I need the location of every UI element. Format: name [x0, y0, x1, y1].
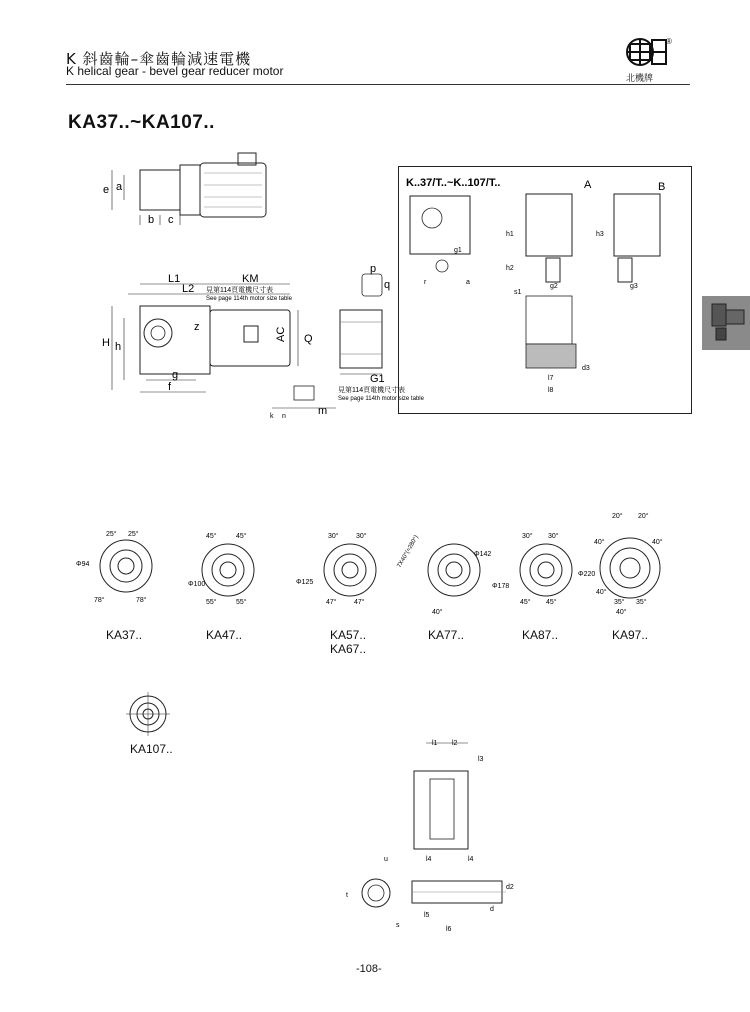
dim-label-h1: h1: [506, 231, 514, 238]
ka47-angle-4: 55°: [236, 599, 247, 606]
side-motor-note-en: See page 114th motor size table: [338, 396, 424, 402]
flange-row: [70, 508, 690, 618]
dim-label-L1: L1: [168, 273, 181, 285]
side-motor-note-cn: 見第114頁電機尺寸表: [338, 387, 406, 394]
dim-label-l7: l7: [548, 375, 554, 382]
ka97-angle-3: 40°: [594, 539, 605, 546]
dim-label-p: p: [370, 263, 377, 275]
dim-label-s1: s1: [514, 289, 522, 296]
dim-label-m: m: [318, 405, 328, 417]
logo-brand-text: 北機牌: [626, 74, 654, 84]
flange-ka47: [188, 532, 254, 606]
dim-label-l4-right: l4: [468, 856, 474, 863]
side-view-drawing: [326, 262, 424, 406]
flange-ka107: [126, 692, 170, 736]
ka97-angle-8: 40°: [616, 609, 627, 616]
flange-ka37: [76, 530, 152, 604]
dim-label-e: e: [103, 184, 110, 196]
ka57-angle-3: 47°: [326, 599, 337, 606]
ka87-angle-4: 45°: [546, 599, 557, 606]
ka97-angle-7: 35°: [636, 599, 647, 606]
flange-name-ka37: KA37..: [106, 628, 143, 642]
dim-label-z: z: [194, 321, 200, 333]
dim-label-t: t: [346, 892, 348, 899]
ka47-angle-3: 55°: [206, 599, 217, 606]
dim-label-l6: l6: [446, 926, 452, 933]
ka57-angle-1: 30°: [328, 533, 339, 540]
flange-name-ka67: KA67..: [330, 642, 367, 656]
ka47-angle-2: 45°: [236, 533, 247, 540]
dim-label-Q: Q: [304, 333, 313, 345]
ka57-angle-2: 30°: [356, 533, 367, 540]
page-number: -108-: [356, 963, 382, 975]
ka97-angle-2: 20°: [638, 513, 649, 520]
dim-label-n: n: [282, 413, 286, 420]
ka97-angle-4: 40°: [652, 539, 663, 546]
dim-label-g: g: [172, 369, 179, 381]
ka77-angle-2: 40°: [432, 609, 443, 616]
dim-label-l4-left: l4: [426, 856, 432, 863]
dim-label-c: c: [168, 214, 174, 226]
model-range-title: KA37..~KA107..: [68, 112, 215, 133]
flange-ka77: [397, 535, 492, 616]
dim-label-h2: h2: [506, 265, 514, 272]
hollow-shaft-drawing: [336, 735, 526, 935]
dim-label-r: r: [424, 279, 427, 286]
dim-label-h: h: [115, 341, 122, 353]
dim-label-h3: h3: [596, 231, 604, 238]
ka37-angle-1: 25°: [106, 531, 117, 538]
dim-label-g3: g3: [630, 283, 638, 290]
dim-label-l2-shaft: l2: [452, 740, 458, 747]
dim-label-d2: d2: [506, 884, 514, 891]
ka37-angle-4: 78°: [136, 597, 147, 604]
dim-label-b: b: [148, 214, 155, 226]
ka37-diameter: Φ94: [76, 561, 90, 568]
section-thumbnail-tab[interactable]: [702, 296, 750, 350]
flange-ka57: [296, 532, 376, 606]
ka77-diameter: Φ142: [474, 551, 492, 558]
dim-label-l8: l8: [548, 387, 554, 394]
dim-label-l1-shaft: l1: [432, 740, 438, 747]
dim-label-q: q: [384, 279, 391, 291]
dim-label-a: a: [116, 181, 123, 193]
ka97-angle-1: 20°: [612, 513, 623, 520]
ka47-angle-1: 45°: [206, 533, 217, 540]
flange-ka97: [578, 512, 663, 616]
ka97-diameter: Φ220: [578, 571, 596, 578]
logo-registered-mark: ®: [666, 37, 672, 46]
dim-label-l5: l5: [424, 912, 430, 919]
flange-name-ka77: KA77..: [428, 628, 465, 642]
header-title-en: K helical gear - bevel gear reducer motor: [66, 64, 284, 78]
ka37-angle-3: 78°: [94, 597, 105, 604]
dim-label-KM: KM: [242, 273, 259, 285]
dim-label-L2: L2: [182, 283, 195, 295]
ka87-angle-3: 45°: [520, 599, 531, 606]
dim-label-s: s: [396, 922, 400, 929]
dim-label-AC: AC: [275, 326, 287, 342]
ka87-angle-1: 30°: [522, 533, 533, 540]
ka97-angle-6: 35°: [614, 599, 625, 606]
dim-label-f: f: [168, 381, 172, 393]
ka77-angle-1: 7X40°(=280°): [396, 534, 420, 569]
ka37-angle-2: 25°: [128, 531, 139, 538]
dim-label-d: d: [490, 906, 494, 913]
ka57-angle-4: 47°: [354, 599, 365, 606]
header-title-cn: K 斜齒輪–傘齒輪減速電機: [66, 50, 252, 68]
dim-label-l3-shaft: l3: [478, 756, 484, 763]
dim-label-g1: g1: [454, 247, 462, 254]
ka87-diameter: Φ178: [492, 583, 510, 590]
header-rule: [66, 84, 690, 85]
motor-size-note-cn: 見第114頁電機尺寸表: [206, 287, 274, 294]
motor-size-note-en: See page 114th motor size table: [206, 296, 292, 302]
panel-title: K..37/T..~K..107/T..: [406, 177, 501, 189]
dim-label-H: H: [102, 337, 110, 349]
dim-label-d3: d3: [582, 365, 590, 372]
flange-name-ka47: KA47..: [206, 628, 243, 642]
view-label-A: A: [584, 179, 592, 191]
dim-label-a-angle: a: [466, 279, 470, 286]
ka47-diameter: Φ100: [188, 581, 206, 588]
view-label-B: B: [658, 181, 666, 193]
top-view-drawing: [100, 145, 280, 235]
dim-label-g2: g2: [550, 283, 558, 290]
flange-name-ka87: KA87..: [522, 628, 559, 642]
torque-arm-panel: [398, 166, 692, 414]
dim-label-u: u: [384, 856, 388, 863]
ka87-angle-2: 30°: [548, 533, 559, 540]
ka97-angle-5: 40°: [596, 589, 607, 596]
flange-name-ka97: KA97..: [612, 628, 649, 642]
gearmotor-thumbnail-icon: [702, 296, 750, 350]
flange-name-ka57: KA57..: [330, 628, 367, 642]
dim-label-G1: G1: [370, 373, 385, 385]
flange-ka87: [492, 532, 572, 606]
dim-label-k: k: [270, 413, 274, 420]
flange-name-ka107: KA107..: [130, 742, 173, 756]
ka57-diameter: Φ125: [296, 579, 314, 586]
